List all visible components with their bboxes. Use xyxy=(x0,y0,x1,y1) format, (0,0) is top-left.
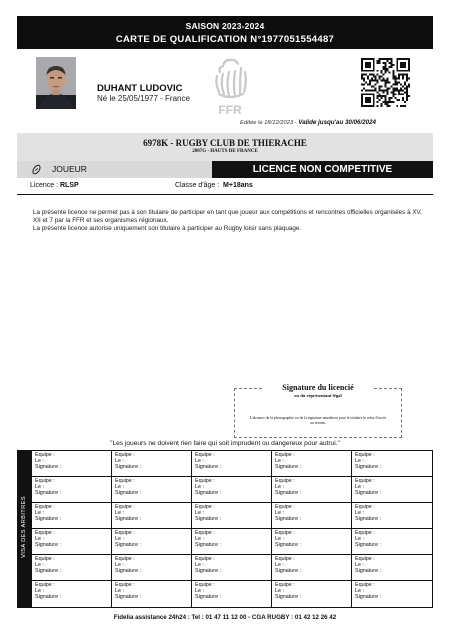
visa-cell xyxy=(352,477,432,503)
holder-name: DUHANT LUDOVIC xyxy=(97,83,183,94)
visa-cell-equipe-label: Equipe : xyxy=(115,504,135,510)
visa-cell xyxy=(352,581,432,607)
visa-cell xyxy=(192,555,272,581)
visa-cell-equipe-label: Equipe : xyxy=(195,530,215,536)
visa-cell xyxy=(272,555,352,581)
visa-cell xyxy=(32,555,112,581)
age-class-label: Classe d'âge : xyxy=(175,182,220,189)
age-class-field xyxy=(175,182,253,189)
visa-cell-equipe-label: Equipe : xyxy=(275,504,295,510)
referee-visa-grid xyxy=(31,450,433,608)
visa-cell-le-label: Le : xyxy=(355,588,364,595)
visa-cell-signature-label: Signature : xyxy=(115,516,142,523)
visa-cell-signature-label: Signature : xyxy=(115,542,142,549)
visa-cell-le-label: Le : xyxy=(35,562,44,569)
visa-cell xyxy=(192,503,272,529)
visa-cell-signature-label: Signature : xyxy=(195,542,222,549)
visa-cell-le-label: Le : xyxy=(195,484,204,491)
assistance-footer: Fidelia assistance 24h24 : Tel : 01 47 11 12 00 - CGA RUGBY : 01 42 12 26 42 xyxy=(113,614,337,621)
visa-cell xyxy=(32,451,112,477)
visa-cell-equipe-label: Equipe : xyxy=(35,478,55,484)
rugby-ball-icon xyxy=(31,164,42,175)
visa-cell xyxy=(192,529,272,555)
visa-cell-equipe-label: Equipe : xyxy=(275,452,295,458)
visa-cell-equipe-label: Equipe : xyxy=(35,452,55,458)
visa-cell xyxy=(272,581,352,607)
visa-cell-le-label: Le : xyxy=(275,510,284,517)
visa-cell-le-label: Le : xyxy=(115,510,124,517)
signature-title: Signature du licencié xyxy=(263,383,373,392)
signature-subtitle: ou du représentant légal xyxy=(294,393,342,398)
edition-date: Editée le 18/12/2023 - xyxy=(240,120,297,126)
visa-cell-le-label: Le : xyxy=(275,484,284,491)
visa-cell-le-label: Le : xyxy=(35,458,44,465)
season-label: SAISON 2023-2024 xyxy=(185,21,265,31)
visa-cell-signature-label: Signature : xyxy=(35,516,62,523)
visa-cell xyxy=(32,529,112,555)
visa-cell-le-label: Le : xyxy=(275,588,284,595)
visa-cell-equipe-label: Equipe : xyxy=(355,556,375,562)
visa-cell-signature-label: Signature : xyxy=(355,542,382,549)
age-class-value: M+18ans xyxy=(223,182,253,189)
licence-conditions xyxy=(33,209,428,233)
visa-cell-signature-label: Signature : xyxy=(115,464,142,471)
visa-cell xyxy=(272,503,352,529)
signature-note: L'absence de la photographie ou de la signature entraînera pour le titulaire le refus d'accès au terrain. xyxy=(249,416,387,425)
conditions-line-1: La présente licence ne permet pas à son titulaire de participer en tant que joueur aux compétitions et rencontres officielles organisées à XV, XII et 7 par la FFR et ses organismes régionaux. xyxy=(33,209,422,224)
visa-cell-le-label: Le : xyxy=(115,562,124,569)
visa-cell-signature-label: Signature : xyxy=(275,464,302,471)
visa-cell-le-label: Le : xyxy=(35,484,44,491)
visa-cell-le-label: Le : xyxy=(195,510,204,517)
visa-cell xyxy=(272,451,352,477)
visa-cell-le-label: Le : xyxy=(275,536,284,543)
visa-cell-equipe-label: Equipe : xyxy=(355,582,375,588)
licence-field xyxy=(30,182,79,189)
licence-label: Licence : xyxy=(30,182,59,189)
referee-visa-label: VISA DES ARBITRES xyxy=(21,496,27,558)
visa-cell-equipe-label: Equipe : xyxy=(355,530,375,536)
visa-cell-equipe-label: Equipe : xyxy=(355,504,375,510)
visa-cell-signature-label: Signature : xyxy=(35,542,62,549)
visa-cell-equipe-label: Equipe : xyxy=(35,556,55,562)
visa-cell-equipe-label: Equipe : xyxy=(275,556,295,562)
visa-cell xyxy=(272,529,352,555)
role-label: JOUEUR xyxy=(52,164,87,174)
visa-cell xyxy=(112,581,192,607)
visa-cell-equipe-label: Equipe : xyxy=(355,478,375,484)
visa-cell-le-label: Le : xyxy=(355,458,364,465)
visa-cell-equipe-label: Equipe : xyxy=(355,452,375,458)
visa-cell-le-label: Le : xyxy=(195,562,204,569)
visa-cell-signature-label: Signature : xyxy=(275,490,302,497)
licence-type: LICENCE NON COMPETITIVE xyxy=(212,161,433,178)
visa-cell-equipe-label: Equipe : xyxy=(115,530,135,536)
visa-cell xyxy=(32,503,112,529)
edition-info xyxy=(240,119,376,126)
visa-cell xyxy=(112,451,192,477)
role-block xyxy=(17,161,212,178)
rooster-icon xyxy=(205,54,255,118)
visa-cell-signature-label: Signature : xyxy=(355,464,382,471)
licence-value: RLSP xyxy=(59,182,79,189)
visa-cell-signature-label: Signature : xyxy=(195,568,222,575)
referee-visa-label-block xyxy=(17,450,31,608)
visa-cell-equipe-label: Equipe : xyxy=(275,582,295,588)
visa-cell xyxy=(352,451,432,477)
visa-cell-le-label: Le : xyxy=(115,536,124,543)
visa-cell-le-label: Le : xyxy=(355,510,364,517)
visa-cell-le-label: Le : xyxy=(195,458,204,465)
visa-cell-le-label: Le : xyxy=(115,458,124,465)
visa-cell-le-label: Le : xyxy=(115,484,124,491)
visa-cell-signature-label: Signature : xyxy=(195,490,222,497)
visa-cell xyxy=(352,503,432,529)
visa-cell-equipe-label: Equipe : xyxy=(195,582,215,588)
visa-cell-le-label: Le : xyxy=(355,484,364,491)
visa-cell-equipe-label: Equipe : xyxy=(115,582,135,588)
visa-cell-equipe-label: Equipe : xyxy=(115,478,135,484)
holder-photo xyxy=(36,57,76,109)
qr-code-icon xyxy=(361,58,410,107)
visa-cell-signature-label: Signature : xyxy=(35,490,62,497)
visa-cell-equipe-label: Equipe : xyxy=(195,556,215,562)
visa-cell-le-label: Le : xyxy=(275,458,284,465)
club-band xyxy=(17,133,433,161)
visa-cell-signature-label: Signature : xyxy=(355,568,382,575)
visa-cell xyxy=(112,555,192,581)
visa-cell-signature-label: Signature : xyxy=(355,490,382,497)
visa-cell xyxy=(112,529,192,555)
card-title: CARTE DE QUALIFICATION N°1977051554487 xyxy=(115,34,335,45)
visa-cell-equipe-label: Equipe : xyxy=(195,504,215,510)
holder-photo-image xyxy=(36,57,76,109)
visa-cell-le-label: Le : xyxy=(35,510,44,517)
visa-cell xyxy=(352,555,432,581)
visa-cell-signature-label: Signature : xyxy=(355,516,382,523)
visa-cell-le-label: Le : xyxy=(35,588,44,595)
visa-cell-le-label: Le : xyxy=(355,536,364,543)
visa-cell-equipe-label: Equipe : xyxy=(195,478,215,484)
visa-cell-signature-label: Signature : xyxy=(195,516,222,523)
fair-play-quote: "Les joueurs ne doivent rien faire qui soit imprudent ou dangereux pour autrui." xyxy=(110,440,340,447)
visa-cell xyxy=(192,451,272,477)
visa-cell-signature-label: Signature : xyxy=(195,594,222,601)
visa-cell xyxy=(112,477,192,503)
visa-cell-signature-label: Signature : xyxy=(275,594,302,601)
visa-cell-equipe-label: Equipe : xyxy=(35,582,55,588)
visa-cell-le-label: Le : xyxy=(275,562,284,569)
visa-cell-signature-label: Signature : xyxy=(275,568,302,575)
holder-birth: Né le 25/05/1977 - France xyxy=(97,94,190,103)
visa-cell-equipe-label: Equipe : xyxy=(275,530,295,536)
visa-cell-equipe-label: Equipe : xyxy=(275,478,295,484)
visa-cell-signature-label: Signature : xyxy=(115,490,142,497)
visa-cell-signature-label: Signature : xyxy=(275,542,302,549)
visa-cell-le-label: Le : xyxy=(115,588,124,595)
visa-cell xyxy=(352,529,432,555)
ffr-logo-text: FFR xyxy=(218,103,242,117)
visa-cell-equipe-label: Equipe : xyxy=(195,452,215,458)
visa-cell-signature-label: Signature : xyxy=(355,594,382,601)
visa-cell-equipe-label: Equipe : xyxy=(35,504,55,510)
visa-cell-le-label: Le : xyxy=(195,536,204,543)
card-header-bar xyxy=(17,16,433,49)
conditions-line-2: La présente licence autorise uniquement son titulaire à participer au Rugby loisir sans plaquage. xyxy=(33,224,302,232)
visa-cell-equipe-label: Equipe : xyxy=(115,556,135,562)
club-region: 2007G - HAUTS DE FRANCE xyxy=(192,149,258,154)
visa-cell-equipe-label: Equipe : xyxy=(35,530,55,536)
visa-cell xyxy=(192,477,272,503)
signature-box xyxy=(234,383,402,438)
validity-date: Valide jusqu'au 30/06/2024 xyxy=(298,119,376,126)
visa-cell xyxy=(112,503,192,529)
visa-cell-signature-label: Signature : xyxy=(35,464,62,471)
visa-cell-signature-label: Signature : xyxy=(115,568,142,575)
visa-cell-le-label: Le : xyxy=(195,588,204,595)
licence-bar xyxy=(17,161,433,178)
visa-cell-le-label: Le : xyxy=(35,536,44,543)
visa-cell-signature-label: Signature : xyxy=(195,464,222,471)
visa-cell-signature-label: Signature : xyxy=(275,516,302,523)
visa-cell-signature-label: Signature : xyxy=(35,568,62,575)
visa-cell-equipe-label: Equipe : xyxy=(115,452,135,458)
visa-cell xyxy=(272,477,352,503)
club-name: 6978K - RUGBY CLUB DE THIERACHE xyxy=(143,138,307,148)
visa-cell xyxy=(32,581,112,607)
visa-cell xyxy=(32,477,112,503)
visa-cell-signature-label: Signature : xyxy=(115,594,142,601)
qr-code xyxy=(361,58,410,107)
licence-details-row xyxy=(17,178,433,195)
visa-cell xyxy=(192,581,272,607)
visa-cell-signature-label: Signature : xyxy=(35,594,62,601)
visa-cell-le-label: Le : xyxy=(355,562,364,569)
ffr-logo xyxy=(205,54,255,118)
